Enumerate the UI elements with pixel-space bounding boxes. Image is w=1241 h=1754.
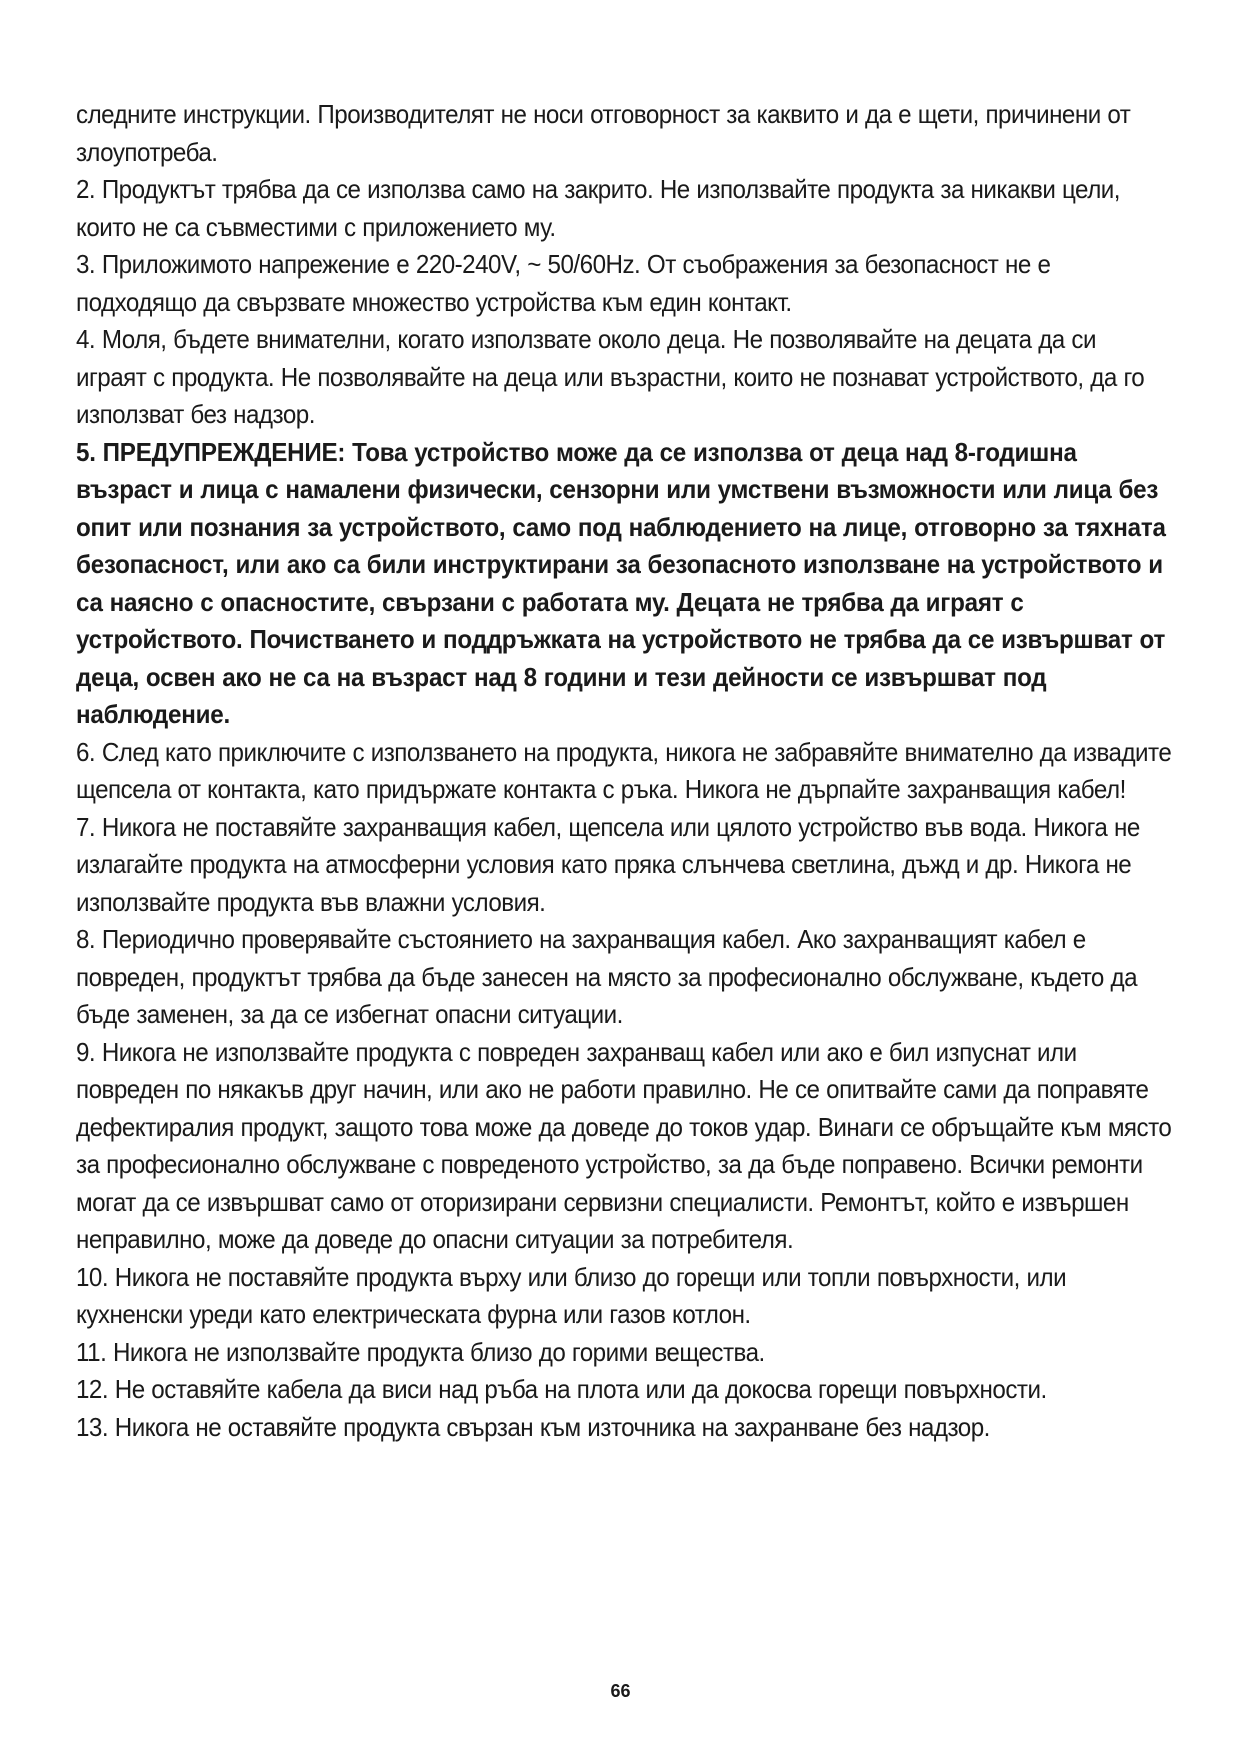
page-number: 66 [610, 1681, 631, 1701]
instruction-paragraph-3: 3. Приложимото напрежение е 220-240V, ~ 50/60Hz. От съображения за безопасност не е подходящо да свързвате множество устройства към един контакт. [76, 249, 1051, 317]
instruction-paragraph-6: 6. След като приключите с използването на продукта, никога не забравяйте внимателно да извадите щепсела от контакта, като придържате контакта с ръка. Никога не дърпайте захранващия кабел! [76, 736, 1172, 804]
instruction-paragraph-7: 7. Никога не поставяйте захранващия кабел, щепсела или цялото устройство във вода. Никога не излагайте продукта на атмосферни условия като пряка слънчева светлина, дъжд и др. Никога не използвайте продукта във влажни условия. [76, 811, 1140, 917]
instruction-paragraph-13: 13. Никога не оставяйте продукта свързан към източника на захранване без надзор. [76, 1411, 990, 1442]
warning-paragraph-5: 5. ПРЕДУПРЕЖДЕНИЕ: Това устройство може да се използва от деца над 8-годишна възраст и лица с намалени физически, сензорни или умствени възможности или лица без опит или познания за устройството, само под наблюдението на лице, отговорно за тяхната безопасност, или ако са били инструктирани за безопасното използване на устройството и са наясно с опасностите, свързани с работата му. Децата не трябва да играят с устройството. Почистването и поддръжката на устройството не трябва да се извършват от деца, освен ако не са на възраст над 8 години и тези дейности се извършват под наблюдение. [76, 436, 1166, 729]
instruction-paragraph-2: 2. Продуктът трябва да се използва само на закрито. Не използвайте продукта за никакви цели, които не са съвместими с приложението му. [76, 174, 1120, 242]
instruction-paragraph-8: 8. Периодично проверявайте състоянието на захранващия кабел. Ако захранващият кабел е повреден, продуктът трябва да бъде занесен на място за професионално обслужване, където да бъде заменен, за да се избегнат опасни ситуации. [76, 924, 1138, 1029]
document-body [76, 96, 1171, 1446]
instruction-paragraph-11: 11. Никога не използвайте продукта близо до горими вещества. [76, 1336, 765, 1367]
instruction-paragraph-9: 9. Никога не използвайте продукта с повреден захранващ кабел или ако е бил изпуснат или повреден по някакъв друг начин, или ако не работи правилно. Не се опитвайте сами да поправяте дефектиралия продукт, защото това може да доведе до токов удар. Винаги се обръщайте към място за професионално обслужване с повреденото устройство, за да бъде поправено. Всички ремонти могат да се извършват само от оторизирани сервизни специалисти. Ремонтът, който е извършен неправилно, може да доведе до опасни ситуации за потребителя. [76, 1036, 1172, 1254]
instruction-paragraph-4: 4. Моля, бъдете внимателни, когато използвате около деца. Не позволявайте на децата да си играят с продукта. Не позволявайте на деца или възрастни, които не познават устройството, да го използват без надзор. [76, 324, 1145, 429]
instruction-paragraph-continuation: следните инструкции. Производителят не носи отговорност за каквито и да е щети, причинени от злоупотреба. [76, 99, 1131, 167]
instruction-paragraph-12: 12. Не оставяйте кабела да виси над ръба на плота или да докосва горещи повърхности. [76, 1374, 1047, 1404]
instruction-paragraph-10: 10. Никога не поставяйте продукта върху или близо до горещи или топли повърхности, или кухненски уреди като електрическата фурна или газов котлон. [76, 1261, 1067, 1329]
